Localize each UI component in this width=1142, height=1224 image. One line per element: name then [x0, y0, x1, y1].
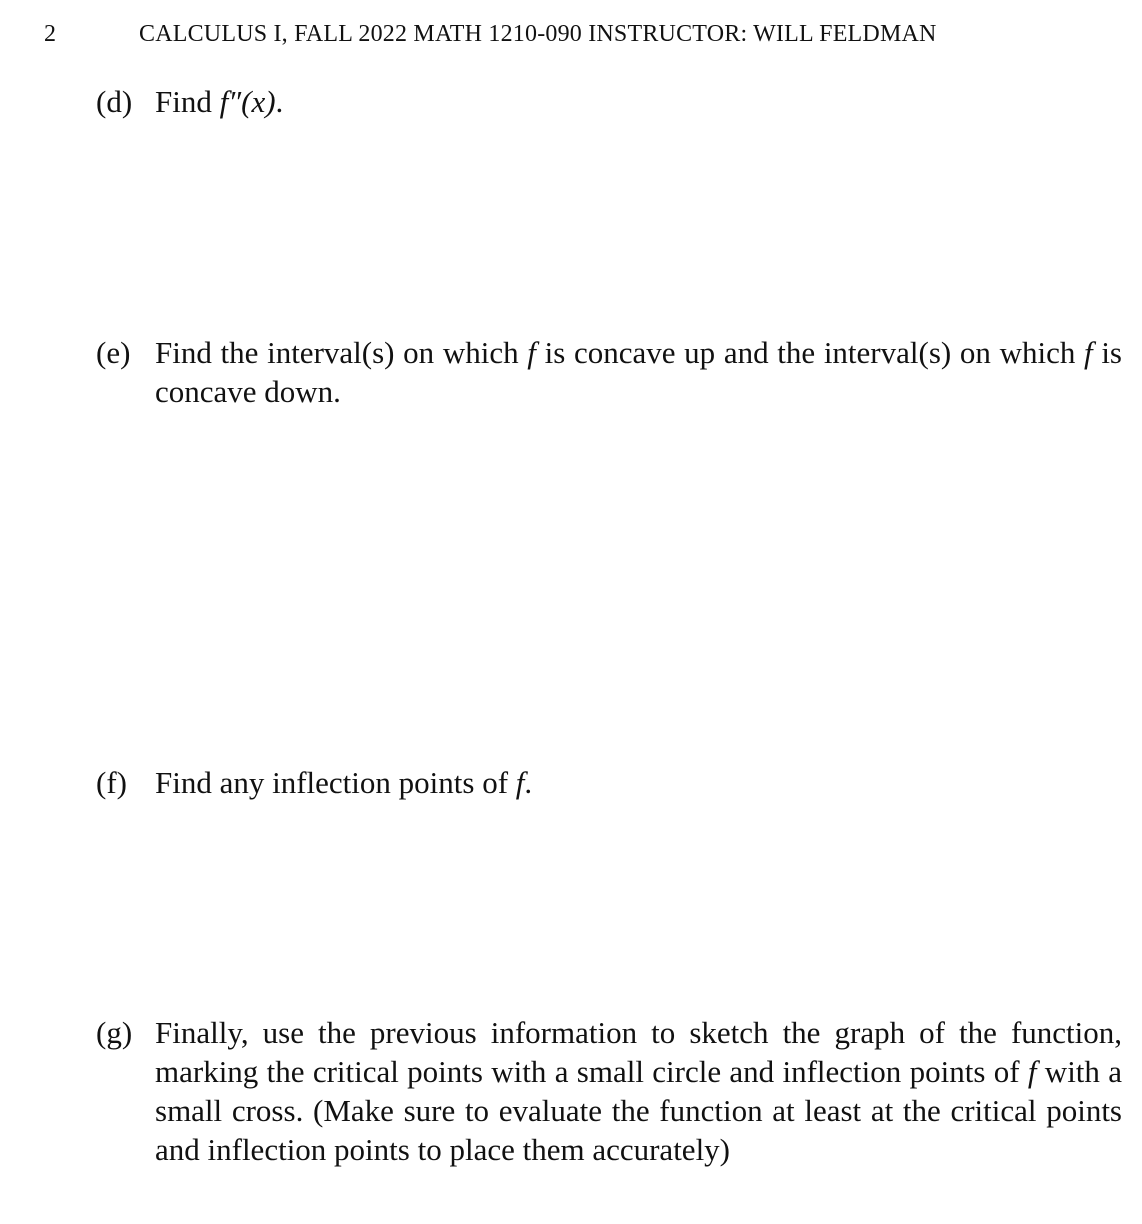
math-expression: f — [515, 765, 525, 800]
problem-part-g — [96, 1013, 1122, 1169]
part-text — [155, 1013, 1122, 1169]
text-segment: is concave down. — [155, 335, 1122, 409]
part-label: (f) — [96, 765, 127, 800]
math-expression: f — [527, 335, 536, 370]
text-segment: with a small cross. (Make sure to evaluate the function at least at the critical points and inflection points to place them accurately) — [155, 1054, 1122, 1167]
math-expression: f — [1027, 1054, 1037, 1089]
part-label: (d) — [96, 84, 133, 119]
text-segment: Find any inflection points of — [155, 765, 516, 800]
text-segment: . — [275, 84, 284, 119]
part-text — [155, 333, 1122, 411]
part-label: (g) — [96, 1015, 133, 1050]
page-number: 2 — [44, 21, 56, 47]
text-segment: Finally, use the previous information to sketch the graph of the function, marking the critical points with a small circle and inflection points of — [155, 1015, 1122, 1089]
text-segment: . — [524, 765, 533, 800]
math-expression: f — [1084, 335, 1093, 370]
problem-part-d — [96, 82, 1122, 121]
part-text — [155, 763, 1122, 802]
problem-part-f — [96, 763, 1122, 802]
running-header: CALCULUS I, FALL 2022 MATH 1210-090 INSTRUCTOR: WILL FELDMAN — [139, 21, 937, 47]
part-label: (e) — [96, 335, 131, 370]
text-segment: is concave up and the interval(s) on which — [535, 335, 1085, 370]
text-segment: Find the interval(s) on which — [155, 335, 528, 370]
math-expression: f″(x) — [219, 84, 276, 119]
text-segment: Find — [155, 84, 220, 119]
problem-part-e — [96, 333, 1122, 411]
part-text — [155, 82, 1122, 121]
